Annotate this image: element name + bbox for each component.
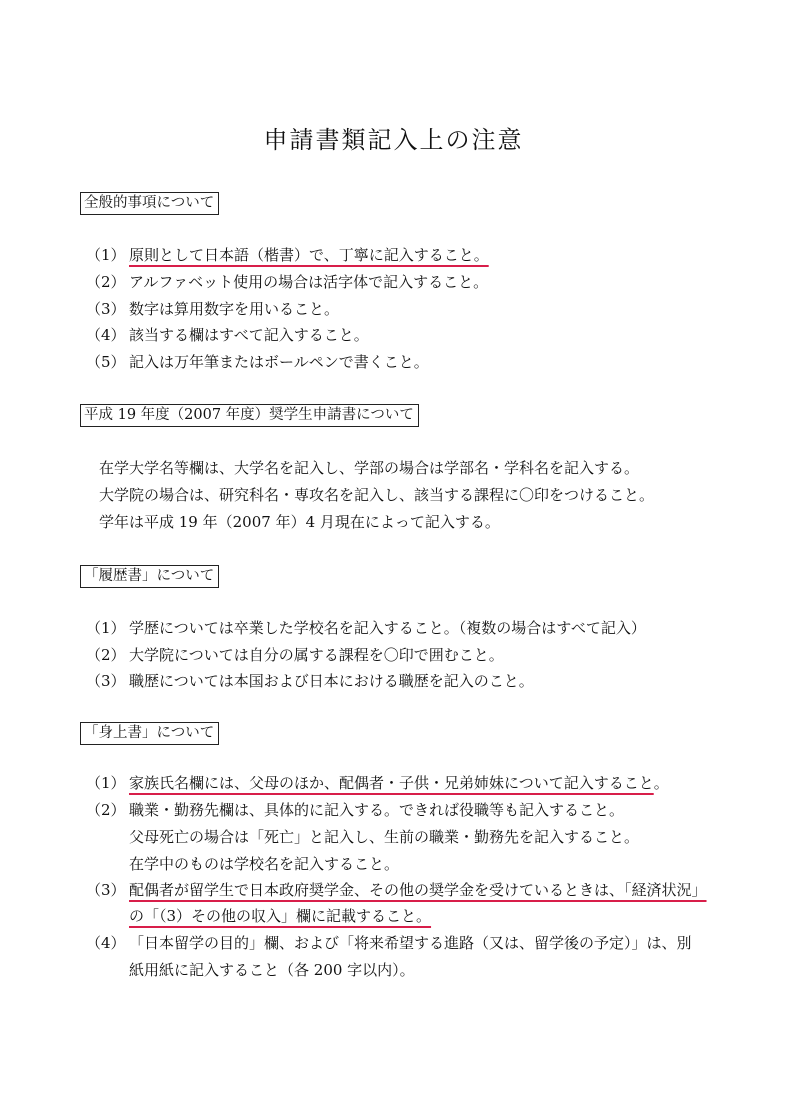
item-text: 原則として日本語（楷書）で、丁寧に記入すること。 bbox=[129, 246, 489, 264]
section-heading-general: 全般的事項について bbox=[80, 192, 219, 215]
item-text: 職歴については本国および日本における職歴を記入のこと。 bbox=[129, 672, 534, 690]
item-number: （1） bbox=[86, 246, 126, 264]
personal-item-4-line-2: 紙用紙に記入すること（各 200 字以内）。 bbox=[129, 961, 415, 979]
item-text: 該当する欄はすべて記入すること。 bbox=[129, 326, 369, 344]
item-number: （2） bbox=[86, 801, 126, 819]
item-text: 大学院については自分の属する課程を〇印で囲むこと。 bbox=[129, 646, 504, 664]
general-item-3 bbox=[86, 299, 339, 319]
item-number: （1） bbox=[86, 774, 126, 792]
item-number: （3） bbox=[86, 300, 126, 318]
personal-item-2-line-3: 在学中のものは学校名を記入すること。 bbox=[129, 855, 400, 873]
application-line-2: 大学院の場合は、研究科名・専攻名を記入し、該当する課程に〇印をつけること。 bbox=[99, 486, 655, 504]
item-number: （5） bbox=[86, 353, 126, 371]
personal-item-2-line-2: 父母死亡の場合は「死亡」と記入し、生前の職業・勤務先を記入すること。 bbox=[129, 828, 640, 846]
item-text: 配偶者が留学生で日本政府奨学金、その他の奨学金を受けているときは、「経済状況」 bbox=[129, 881, 707, 899]
item-text: アルファベット使用の場合は活字体で記入すること。 bbox=[129, 273, 489, 291]
personal-item-3-line-2 bbox=[129, 906, 431, 926]
item-text: の「（3）その他の収入」欄に記載すること。 bbox=[129, 907, 432, 925]
item-text: 数字は算用数字を用いること。 bbox=[129, 300, 340, 318]
resume-item-3 bbox=[86, 671, 534, 691]
item-text: 記入は万年筆またはボールペンで書くこと。 bbox=[129, 353, 429, 371]
item-text: 職業・勤務先欄は、具体的に記入する。できれば役職等も記入すること。 bbox=[129, 801, 625, 819]
application-line-1: 在学大学名等欄は、大学名を記入し、学部の場合は学部名・学科名を記入する。 bbox=[99, 459, 640, 477]
item-text: 家族氏名欄には、父母のほか、配偶者・子供・兄弟姉妹について記入すること bbox=[129, 774, 654, 792]
item-number: （4） bbox=[86, 326, 126, 344]
item-number: （4） bbox=[86, 934, 126, 952]
item-text-tail: 。 bbox=[653, 774, 669, 792]
item-number: （2） bbox=[86, 273, 126, 291]
item-text: 「日本留学の目的」欄、および「将来希望する進路（又は、留学後の予定）」は、別 bbox=[129, 934, 692, 952]
personal-item-4 bbox=[86, 933, 692, 953]
personal-item-1 bbox=[86, 773, 669, 793]
page-title: 申請書類記入上の注意 bbox=[263, 126, 524, 154]
general-item-1 bbox=[86, 245, 489, 265]
application-line-3: 学年は平成 19 年（2007 年）4 月現在によって記入する。 bbox=[99, 513, 500, 531]
general-item-2 bbox=[86, 272, 488, 292]
personal-item-3 bbox=[86, 880, 707, 900]
personal-item-2 bbox=[86, 800, 624, 820]
section-heading-personal: 「身上書」について bbox=[80, 722, 219, 745]
item-number: （3） bbox=[86, 881, 126, 899]
section-heading-application: 平成 19 年度（2007 年度）奨学生申請書について bbox=[80, 404, 419, 427]
item-number: （1） bbox=[86, 619, 126, 637]
item-text: 学歴については卒業した学校名を記入すること。（複数の場合はすべて記入） bbox=[129, 619, 646, 637]
item-number: （2） bbox=[86, 646, 126, 664]
resume-item-2 bbox=[86, 645, 504, 665]
general-item-4 bbox=[86, 325, 369, 345]
general-item-5 bbox=[86, 352, 429, 372]
section-heading-resume: 「履歴書」について bbox=[80, 565, 219, 588]
item-number: （3） bbox=[86, 672, 126, 690]
resume-item-1 bbox=[86, 618, 646, 638]
